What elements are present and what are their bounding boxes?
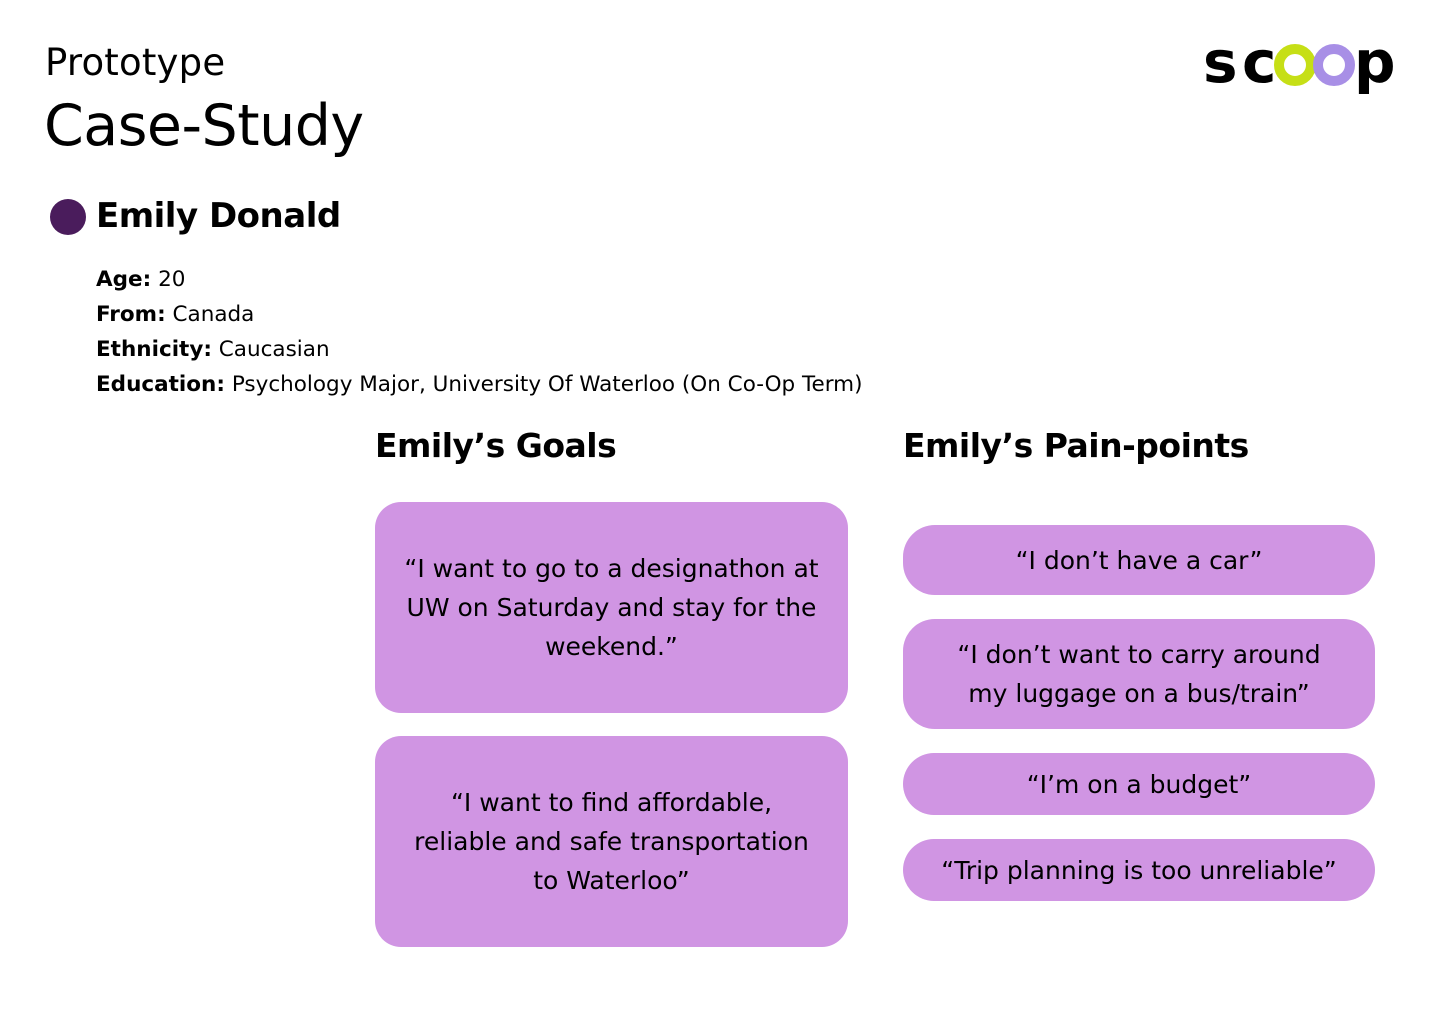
detail-label: Age: — [96, 267, 152, 292]
logo-letter-s: s — [1203, 38, 1238, 96]
detail-value: 20 — [158, 267, 186, 292]
goal-card: “I want to find affordable, reliable and safe transportation to Waterloo” — [375, 736, 848, 947]
goal-card: “I want to go to a designathon at UW on Saturday and stay for the weekend.” — [375, 502, 848, 713]
persona-name: Emily Donald — [96, 196, 341, 236]
pain-point-card: “Trip planning is too unreliable” — [903, 839, 1375, 901]
detail-ethnicity — [96, 332, 863, 367]
detail-education — [96, 367, 863, 402]
detail-value: Canada — [172, 302, 255, 327]
detail-value: Psychology Major, University Of Waterloo (On Co-Op Term) — [231, 372, 863, 397]
persona-avatar-dot — [50, 199, 86, 235]
detail-label: Education: — [96, 372, 225, 397]
goals-heading: Emily’s Goals — [375, 426, 617, 465]
detail-value: Caucasian — [218, 337, 330, 362]
pain-point-card: “I’m on a budget” — [903, 753, 1375, 815]
detail-age — [96, 262, 863, 297]
logo-letter-o-green — [1279, 49, 1311, 81]
persona-details — [96, 262, 863, 402]
logo-letter-o-purple — [1318, 49, 1350, 81]
pain-point-card: “I don’t want to carry around my luggage on a bus/train” — [903, 619, 1375, 729]
logo-letter-c: c — [1242, 38, 1277, 96]
scoop-logo — [1203, 38, 1403, 102]
pain-points-heading: Emily’s Pain-points — [903, 426, 1249, 465]
detail-label: From: — [96, 302, 166, 327]
detail-label: Ethnicity: — [96, 337, 212, 362]
detail-from — [96, 297, 863, 332]
logo-letter-p: p — [1354, 38, 1396, 96]
page-title: Case-Study — [44, 93, 364, 159]
eyebrow-label: Prototype — [45, 41, 226, 84]
pain-point-card: “I don’t have a car” — [903, 525, 1375, 595]
